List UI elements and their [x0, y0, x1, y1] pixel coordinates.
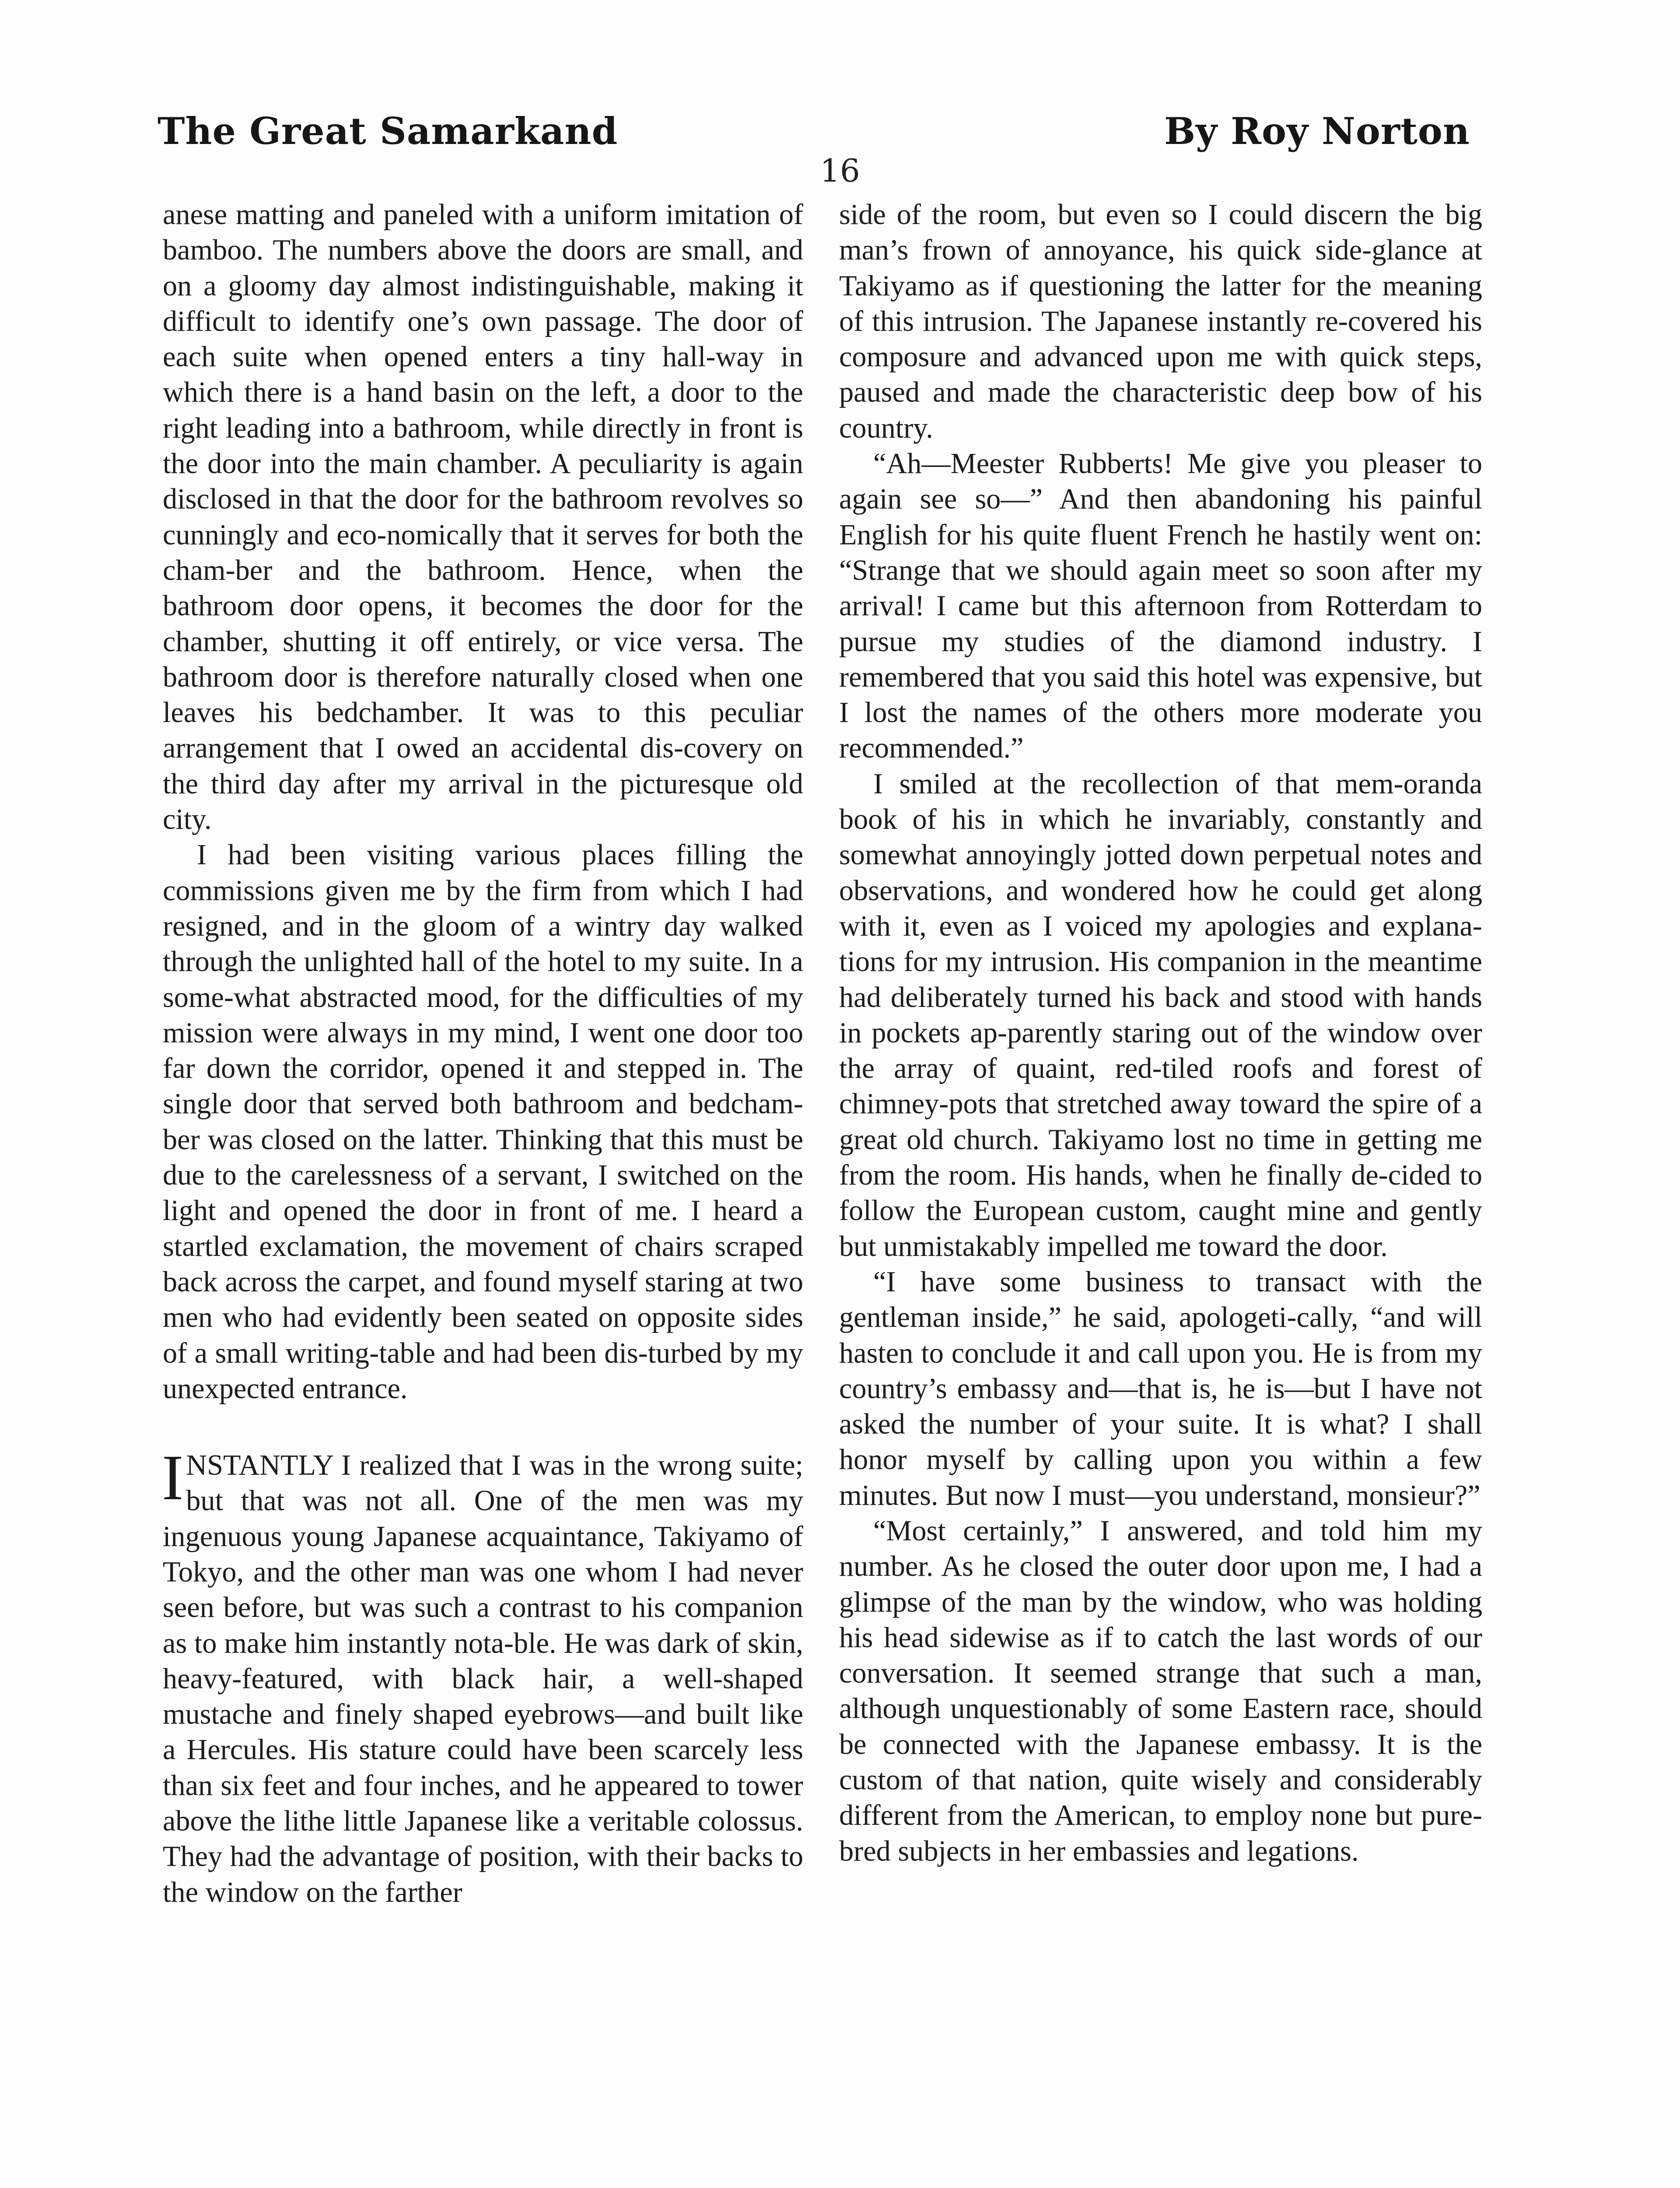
right-column	[839, 197, 1482, 1869]
paragraph: I smiled at the recollection of that mem-oranda book of his in which he invariably, constantly and somewhat annoyingly jotted down perpetual notes and observations, and wondered how he could get along with it, even as I voiced my apologies and explana-tions for my intrusion. His companion in the meantime had deliberately turned his back and stood with hands in pockets ap-parently staring out of the window over the array of quaint, red-tiled roofs and forest of chimney-pots that stretched away toward the spire of a great old church. Takiyamo lost no time in getting me from the room. His hands, when he finally de-cided to follow the European custom, caught mine and gently but unmistakably impelled me toward the door.	[839, 768, 1482, 1262]
running-head	[158, 107, 1470, 155]
page-number: 16	[820, 152, 860, 189]
paragraph: I had been visiting various places filling the commissions given me by the firm from which I had resigned, and in the gloom of a wintry day walked through the unlighted hall of the hotel to my suite. In a some-what abstracted mood, for the difficulties of my mission were always in my mind, I went one door too far down the corridor, opened it and stepped in. The single door that served both bathroom and bedcham-ber was closed on the latter. Thinking that this must be due to the carelessness of a servant, I switched on the light and opened the door in front of me. I heard a startled exclamation, the movement of chairs scraped back across the carpet, and found myself staring at two men who had evidently been seated on opposite sides of a small writing-table and had been dis-turbed by my unexpected entrance.	[163, 839, 803, 1405]
paragraph: “Most certainly,” I answered, and told him my number. As he closed the outer door upon me, I had a glimpse of the man by the window, who was holding his head sidewise as if to catch the last words of our conversation. It seemed strange that such a man, although unquestionably of some Eastern race, should be connected with the Japanese embassy. It is the custom of that nation, quite wisely and considerably different from the American, to employ none but pure-bred subjects in her embassies and legations.	[839, 1515, 1482, 1867]
author-byline: By Roy Norton	[1164, 109, 1470, 153]
paragraph: “I have some business to transact with the gentleman inside,” he said, apologeti-cally, “and will hasten to conclude it and call upon you. He is from my country’s embassy and—that is, he is—but I have not asked the number of your suite. It is what? I shall honor myself by calling upon you within a few minutes. But now I must—you understand, monsieur?”	[839, 1266, 1482, 1511]
drop-cap: I	[162, 1442, 184, 1514]
paragraph: side of the room, but even so I could discern the big man’s frown of annoyance, his quick side-glance at Takiyamo as if questioning the latter for the meaning of this intrusion. The Japanese instantly re-covered his composure and advanced upon me with quick steps, paused and made the characteristic deep bow of his country.	[839, 199, 1482, 444]
section-text: NSTANTLY I realized that I was in the wrong suite; but that was not all. One of the men was my ingenuous young Japanese acquaintance, Takiyamo of Tokyo, and the other man was one whom I had never seen before, but was such a contrast to his companion as to make him instantly nota-ble. He was dark of skin, heavy-featured, with black hair, a well-shaped mustache and finely shaped eyebrows—and built like a Hercules. His stature could have been scarcely less than six feet and four inches, and he appeared to tower above the lithe little Japanese like a veritable colossus. They had the advantage of position, with their backs to the window on the farther	[163, 1449, 803, 1908]
section-paragraph	[162, 1442, 803, 1910]
story-title: The Great Samarkand	[158, 109, 618, 153]
paragraph: “Ah—Meester Rubberts! Me give you pleaser to again see so—” And then abandoning his painful English for his quite fluent French he hastily went on: “Strange that we should again meet so soon after my arrival! I came but this afternoon from Rotterdam to pursue my studies of the diamond industry. I remembered that you said this hotel was expensive, but I lost the names of the others more moderate you recommended.”	[839, 448, 1482, 764]
paragraph: anese matting and paneled with a uniform imitation of bamboo. The numbers above the doors are small, and on a gloomy day almost indistinguishable, making it difficult to identify one’s own passage. The door of each suite when opened enters a tiny hall-way in which there is a hand basin on the left, a door to the right leading into a bathroom, while directly in front is the door into the main chamber. A peculiarity is again disclosed in that the door for the bathroom revolves so cunningly and eco-nomically that it serves for both the cham-ber and the bathroom. Hence, when the bathroom door opens, it becomes the door for the chamber, shutting it off entirely, or vice versa. The bathroom door is therefore naturally closed when one leaves his bedchamber. It was to this peculiar arrangement that I owed an accidental dis-covery on the third day after my arrival in the picturesque old city.	[163, 199, 803, 836]
left-column	[163, 197, 803, 1910]
